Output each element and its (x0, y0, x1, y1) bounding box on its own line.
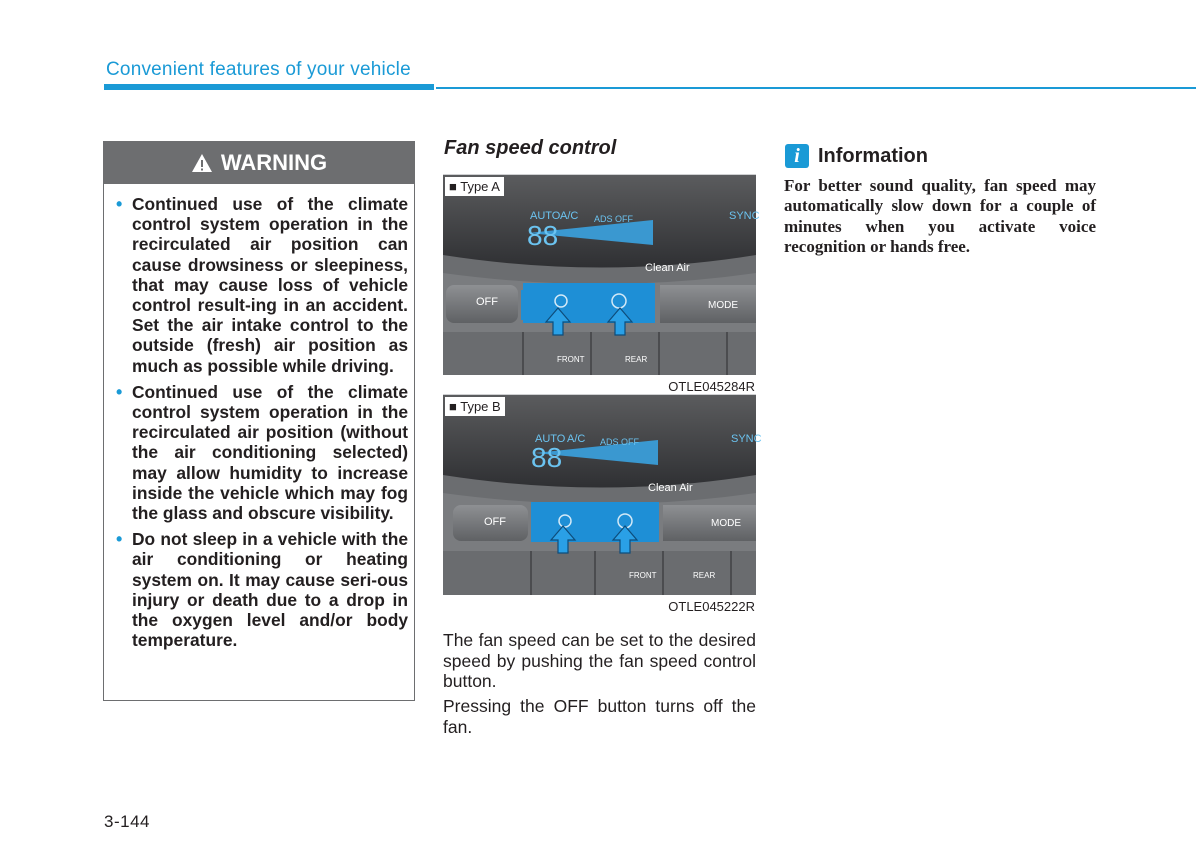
warning-triangle-icon (191, 153, 213, 173)
page-number: 3-144 (104, 812, 150, 831)
climate-panel-illustration (443, 175, 760, 395)
panel-clean-air-label: Clean Air (648, 482, 693, 494)
warning-header (104, 142, 414, 184)
panel-auto-label: AUTO (530, 210, 561, 222)
figure-code: OTLE045222R (668, 599, 755, 614)
running-header: Convenient features of your vehicle (106, 59, 411, 80)
panel-ads-off-label: ADS OFF (594, 214, 634, 224)
panel-mode-label: MODE (711, 518, 741, 529)
figure-type-label: ■ Type A (445, 177, 504, 196)
panel-mode-label: MODE (708, 300, 738, 311)
figure-type-b (443, 394, 762, 615)
warning-item: • Do not sleep in a vehicle with the air conditioning or heating system on. It may cause seri-ous injury or death due to a drop in the oxygen level and/or body temperature. (112, 529, 408, 650)
header-rule-thick (104, 84, 434, 90)
panel-sync-label: SYNC (731, 433, 762, 445)
header-rule-thin (436, 87, 1196, 89)
panel-sync-label: SYNC (729, 210, 760, 222)
information-icon: i (785, 144, 809, 168)
figure-code: OTLE045284R (668, 379, 755, 394)
panel-auto-label: AUTO (535, 433, 566, 445)
section-title: Fan speed control (444, 137, 617, 159)
warning-box (103, 141, 415, 701)
information-title: Information (818, 145, 928, 167)
panel-temp-label: 88 (531, 442, 563, 473)
warning-item: • Continued use of the climate control system operation in the recirculated air position can cause drowsiness or sleepiness, that may cause loss of vehicle control result-ing in an accident. Set the air intake control to the outside (fresh) air position as much as possible while driving. (112, 194, 408, 376)
panel-off-label: OFF (476, 296, 498, 308)
panel-rear-label: REAR (625, 355, 648, 364)
panel-ads-off-label: ADS OFF (600, 437, 640, 447)
body-paragraph: The fan speed can be set to the desired speed by pushing the fan speed control button. (443, 630, 756, 691)
warning-list (112, 194, 408, 656)
warning-title: WARNING (220, 150, 328, 175)
panel-rear-label: REAR (693, 571, 716, 580)
panel-off-label: OFF (484, 516, 506, 528)
panel-front-label: FRONT (629, 571, 657, 580)
panel-clean-air-label: Clean Air (645, 262, 690, 274)
figure-type-label: ■ Type B (445, 397, 505, 416)
panel-ac-label: A/C (567, 433, 586, 445)
figure-type-a (443, 174, 760, 395)
warning-item: • Continued use of the climate control system operation in the recirculated air position (without the air conditioning selected) may allow humidity to increase inside the vehicle which may fog the glass and obscure visibility. (112, 382, 408, 523)
panel-ac-label: A/C (560, 210, 579, 222)
information-text: For better sound quality, fan speed may automatically slow down for a couple of minutes when you activate voice recognition or hands free. (784, 176, 1096, 256)
body-paragraph: Pressing the OFF button turns off the fan. (443, 696, 756, 737)
panel-temp-label: 88 (527, 220, 559, 251)
climate-panel-illustration (443, 395, 762, 615)
panel-front-label: FRONT (557, 355, 585, 364)
